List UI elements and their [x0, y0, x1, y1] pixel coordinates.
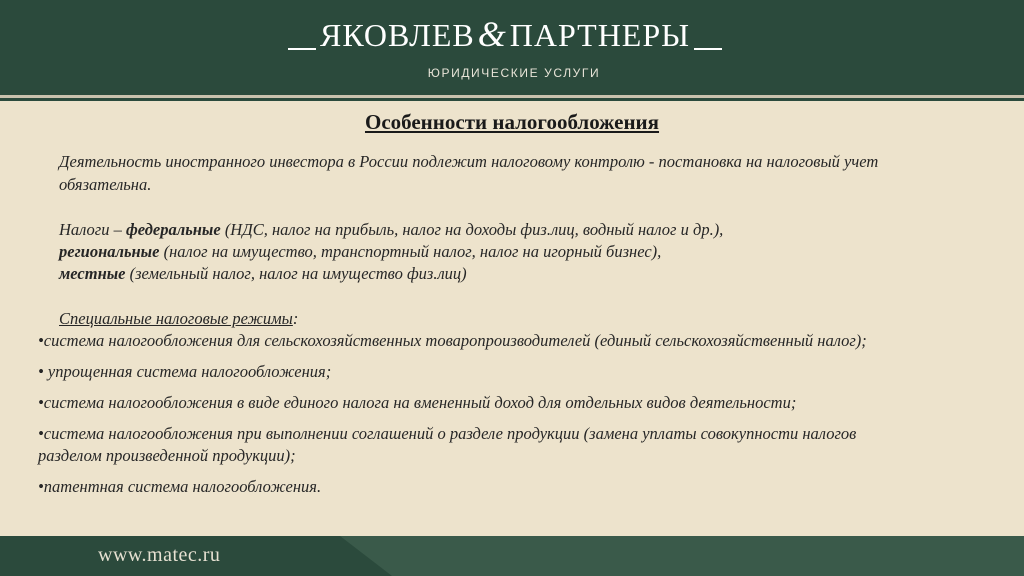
slide-title: Особенности налогообложения [364, 110, 660, 134]
logo-dash-left [288, 48, 316, 50]
taxes-federal-line [59, 219, 723, 241]
header-divider-dark [0, 98, 1024, 101]
brand-logo [288, 14, 724, 54]
federal-text: (НДС, налог на прибыль, налог на доходы физ.лиц, водный налог и др.), [220, 220, 724, 239]
logo-word-left: ЯКОВЛЕВ [320, 17, 475, 53]
footer-url-link[interactable]: www.matec.ru [98, 544, 221, 566]
logo-dash-right [694, 48, 722, 50]
federal-label: федеральные [126, 220, 221, 239]
taxes-regional-line [59, 241, 661, 263]
local-text: (земельный налог, налог на имущество физ.лиц) [125, 264, 467, 283]
bullet-item-5: •патентная система налогообложения. [38, 477, 322, 496]
bullet-item-1: •система налогообложения для сельскохозяйственных товаропроизводителей (единый сельскохозяйственный налог); [38, 331, 867, 350]
regional-label: региональные [59, 242, 160, 261]
regional-text: (налог на имущество, транспортный налог, налог на игорный бизнес), [159, 242, 662, 261]
intro-line-2: обязательна. [59, 175, 152, 194]
taxes-prefix: Налоги – [59, 220, 126, 239]
special-heading-text: Специальные налоговые режимы [59, 309, 293, 328]
bullet-item-4-cont: разделом произведенной продукции); [38, 446, 296, 465]
bullet-item-2: • упрощенная система налогообложения; [38, 362, 332, 381]
footer-wedge-polygon [340, 536, 1024, 576]
bullet-item-3: •система налогообложения в виде единого налога на вмененный доход для отдельных видов деятельности; [38, 393, 797, 412]
intro-line-1: Деятельность иностранного инвестора в России подлежит налоговому контролю - постановка на налоговый учет [59, 152, 879, 171]
special-regimes-heading [59, 308, 298, 330]
taxes-local-line [59, 263, 467, 285]
brand-subtitle: ЮРИДИЧЕСКИЕ УСЛУГИ [427, 66, 601, 80]
special-heading-colon: : [292, 309, 299, 328]
logo-word-right: ПАРТНЕРЫ [509, 17, 691, 53]
logo-ampersand: & [477, 14, 507, 54]
local-label: местные [59, 264, 126, 283]
bullet-item-4: •система налогообложения при выполнении соглашений о разделе продукции (замена уплаты совокупности налогов [38, 424, 857, 443]
